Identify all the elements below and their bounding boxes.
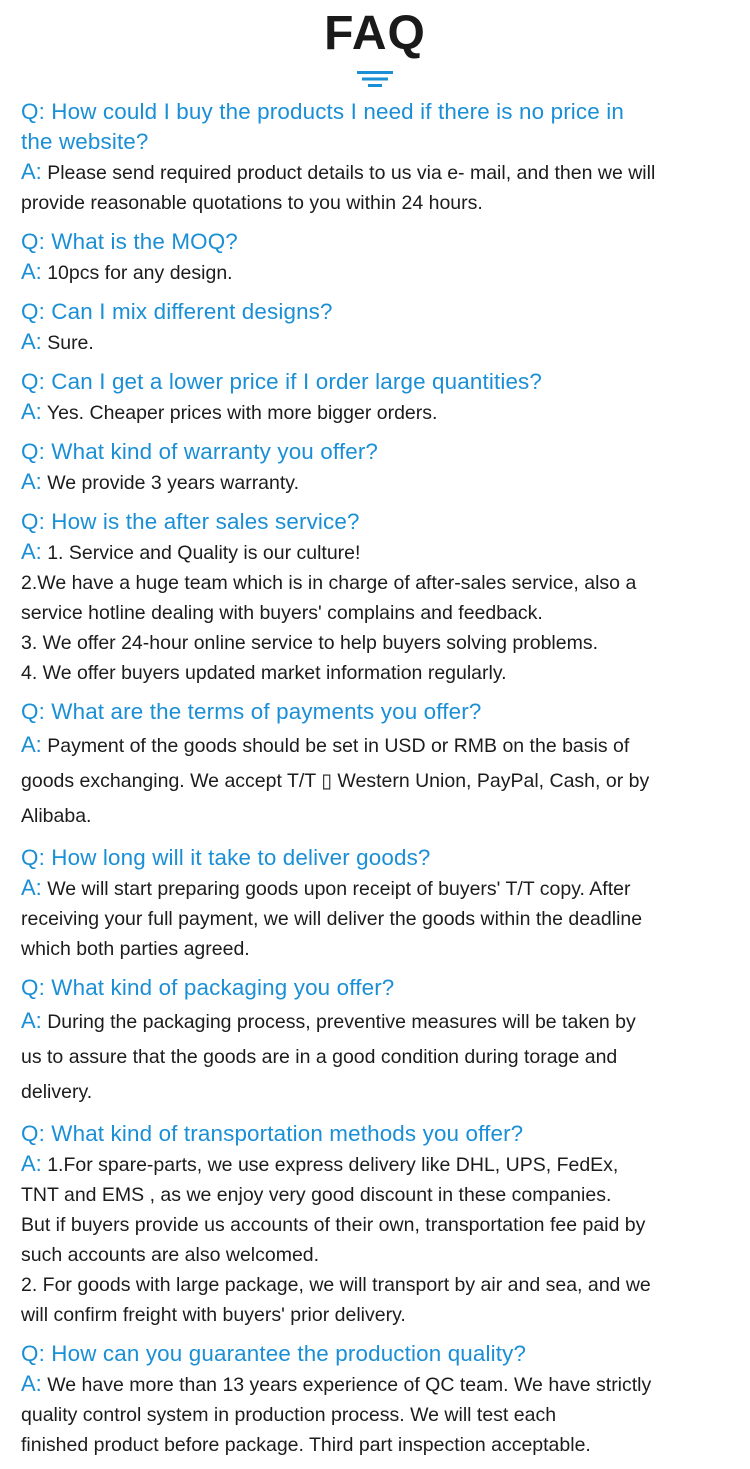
question-line: Q: What kind of packaging you offer? xyxy=(21,975,395,1000)
question-line: Q: How could I buy the products I need if there is no price in xyxy=(21,99,624,124)
answer-line: A: Please send required product details to us via e- mail, and then we will xyxy=(21,159,656,184)
three-line-divider-icon xyxy=(357,70,393,88)
faq-spacer xyxy=(21,1460,741,1469)
faq-item xyxy=(21,97,741,227)
faq-question xyxy=(21,97,741,157)
answer-line: A: Sure. xyxy=(21,329,94,354)
faq-answer xyxy=(21,327,741,358)
answer-line: delivery. xyxy=(21,1081,93,1103)
answer-line: 3. We offer 24-hour online service to help buyers solving problems. xyxy=(21,632,599,654)
answer-line: A: Payment of the goods should be set in USD or RMB on the basis of xyxy=(21,732,630,757)
answer-prefix: A: xyxy=(21,539,42,564)
question-line: Q: Can I get a lower price if I order large quantities? xyxy=(21,369,543,394)
faq-question xyxy=(21,367,741,397)
faq-question xyxy=(21,1339,741,1369)
faq-spacer xyxy=(21,288,741,297)
faq-answer xyxy=(21,467,741,498)
answer-line: A: We will start preparing goods upon receipt of buyers' T/T copy. After xyxy=(21,875,631,900)
faq-item xyxy=(21,1339,741,1469)
answer-line: will confirm freight with buyers' prior delivery. xyxy=(21,1304,406,1326)
answer-line: such accounts are also welcomed. xyxy=(21,1244,320,1266)
faq-question xyxy=(21,507,741,537)
faq-question xyxy=(21,227,741,257)
faq-spacer xyxy=(21,834,741,843)
faq-question xyxy=(21,973,741,1003)
answer-line: A: 10pcs for any design. xyxy=(21,259,233,284)
answer-line: But if buyers provide us accounts of their own, transportation fee paid by xyxy=(21,1214,646,1236)
question-line: Q: How long will it take to deliver goods? xyxy=(21,845,431,870)
faq-answer xyxy=(21,157,741,218)
faq-item xyxy=(21,697,741,843)
answer-line: A: 1. Service and Quality is our culture! xyxy=(21,539,361,564)
faq-item xyxy=(21,507,741,697)
answer-prefix: A: xyxy=(21,399,42,424)
answer-line: Alibaba. xyxy=(21,805,92,827)
answer-prefix: A: xyxy=(21,159,42,184)
answer-line: receiving your full payment, we will deliver the goods within the deadline xyxy=(21,908,643,930)
answer-prefix: A: xyxy=(21,875,42,900)
answer-prefix: A: xyxy=(21,259,42,284)
faq-item xyxy=(21,1119,741,1339)
answer-line: us to assure that the goods are in a good condition during torage and xyxy=(21,1046,618,1068)
page-title: FAQ xyxy=(324,7,426,60)
question-line: Q: What kind of warranty you offer? xyxy=(21,439,379,464)
faq-item xyxy=(21,227,741,297)
faq-question xyxy=(21,1119,741,1149)
question-line: Q: How can you guarantee the production quality? xyxy=(21,1341,527,1366)
question-line: Q: What kind of transportation methods you offer? xyxy=(21,1121,524,1146)
faq-answer xyxy=(21,873,741,964)
faq-answer xyxy=(21,1003,741,1110)
answer-line: 2.We have a huge team which is in charge of after-sales service, also a xyxy=(21,572,637,594)
answer-line: which both parties agreed. xyxy=(21,938,250,960)
question-line: Q: What is the MOQ? xyxy=(21,229,238,254)
faq-spacer xyxy=(21,964,741,973)
faq-question xyxy=(21,437,741,467)
question-line: Q: How is the after sales service? xyxy=(21,509,360,534)
faq-item xyxy=(21,367,741,437)
answer-prefix: A: xyxy=(21,1151,42,1176)
faq-item xyxy=(21,843,741,973)
answer-line: A: Yes. Cheaper prices with more bigger orders. xyxy=(21,399,438,424)
answer-prefix: A: xyxy=(21,1371,42,1396)
answer-line: provide reasonable quotations to you within 24 hours. xyxy=(21,192,483,214)
answer-line: TNT and EMS , as we enjoy very good discount in these companies. xyxy=(21,1184,612,1206)
faq-item xyxy=(21,973,741,1119)
faq-spacer xyxy=(21,428,741,437)
question-line: Q: Can I mix different designs? xyxy=(21,299,333,324)
faq-question xyxy=(21,843,741,873)
answer-prefix: A: xyxy=(21,1008,42,1033)
faq-spacer xyxy=(21,688,741,697)
faq-spacer xyxy=(21,358,741,367)
answer-line: A: We provide 3 years warranty. xyxy=(21,469,300,494)
faq-list xyxy=(21,97,741,1469)
faq-answer xyxy=(21,397,741,428)
faq-answer xyxy=(21,727,741,834)
answer-prefix: A: xyxy=(21,469,42,494)
faq-spacer xyxy=(21,1110,741,1119)
faq-item xyxy=(21,437,741,507)
faq-answer xyxy=(21,1149,741,1330)
answer-prefix: A: xyxy=(21,329,42,354)
answer-line: finished product before package. Third part inspection acceptable. xyxy=(21,1434,591,1456)
answer-line: 2. For goods with large package, we will transport by air and sea, and we xyxy=(21,1274,651,1296)
faq-header xyxy=(0,0,750,95)
answer-line: A: During the packaging process, preventive measures will be taken by xyxy=(21,1008,636,1033)
answer-prefix: A: xyxy=(21,732,42,757)
question-line: the website? xyxy=(21,129,149,154)
answer-line: service hotline dealing with buyers' complains and feedback. xyxy=(21,602,543,624)
faq-item xyxy=(21,297,741,367)
faq-answer xyxy=(21,1369,741,1460)
faq-spacer xyxy=(21,1330,741,1339)
faq-spacer xyxy=(21,498,741,507)
answer-line: quality control system in production process. We will test each xyxy=(21,1404,557,1426)
faq-question xyxy=(21,697,741,727)
answer-line: goods exchanging. We accept T/T ▯ Western Union, PayPal, Cash, or by xyxy=(21,770,650,792)
faq-answer xyxy=(21,257,741,288)
faq-question xyxy=(21,297,741,327)
faq-spacer xyxy=(21,218,741,227)
question-line: Q: What are the terms of payments you offer? xyxy=(21,699,482,724)
answer-line: A: 1.For spare-parts, we use express delivery like DHL, UPS, FedEx, xyxy=(21,1151,619,1176)
answer-line: 4. We offer buyers updated market information regularly. xyxy=(21,662,507,684)
answer-line: A: We have more than 13 years experience of QC team. We have strictly xyxy=(21,1371,652,1396)
faq-answer xyxy=(21,537,741,688)
